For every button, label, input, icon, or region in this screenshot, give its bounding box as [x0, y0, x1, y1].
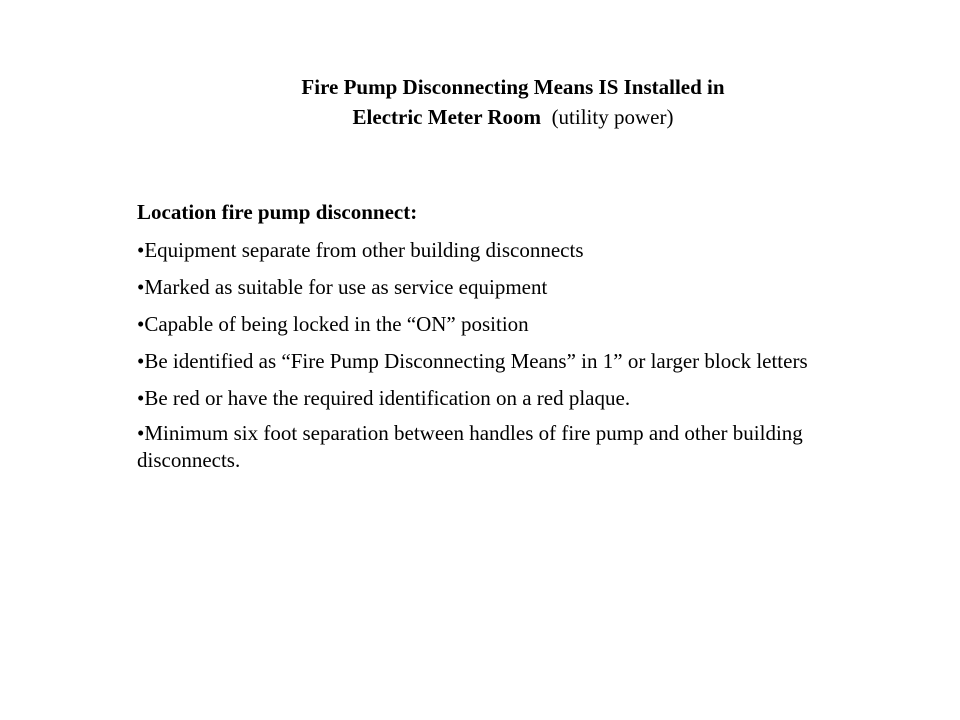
- bullet-item: [137, 235, 867, 265]
- bullet-dot: •: [137, 238, 145, 262]
- bullet-dot: •: [137, 386, 145, 410]
- bullet-text: Be red or have the required identification on a red plaque.: [144, 386, 631, 410]
- title-line-1: Fire Pump Disconnecting Means IS Installed in: [301, 75, 725, 99]
- bullet-dot: •: [137, 421, 145, 445]
- bullet-item: [137, 383, 867, 413]
- section-heading: Location fire pump disconnect:: [137, 200, 418, 224]
- bullet-text: Equipment separate from other building disconnects: [144, 238, 584, 262]
- slide-title: [0, 72, 960, 132]
- slide-body: [137, 197, 867, 481]
- bullet-text: Be identified as “Fire Pump Disconnecting Means” in 1” or larger block letters: [144, 349, 808, 373]
- bullet-dot: •: [137, 275, 145, 299]
- title-line-2-subtitle: (utility power): [551, 105, 674, 129]
- bullet-item: [137, 420, 867, 474]
- bullet-dot: •: [137, 349, 145, 373]
- bullet-text: Marked as suitable for use as service equipment: [144, 275, 548, 299]
- bullet-text: Capable of being locked in the “ON” position: [144, 312, 529, 336]
- bullet-item: [137, 309, 867, 339]
- bullet-dot: •: [137, 312, 145, 336]
- bullet-item: [137, 346, 867, 376]
- title-line-2-bold: Electric Meter Room: [352, 105, 542, 129]
- bullet-text: Minimum six foot separation between handles of fire pump and other building disconnects.: [137, 421, 803, 472]
- title-line-2: [0, 102, 960, 132]
- bullet-item: [137, 272, 867, 302]
